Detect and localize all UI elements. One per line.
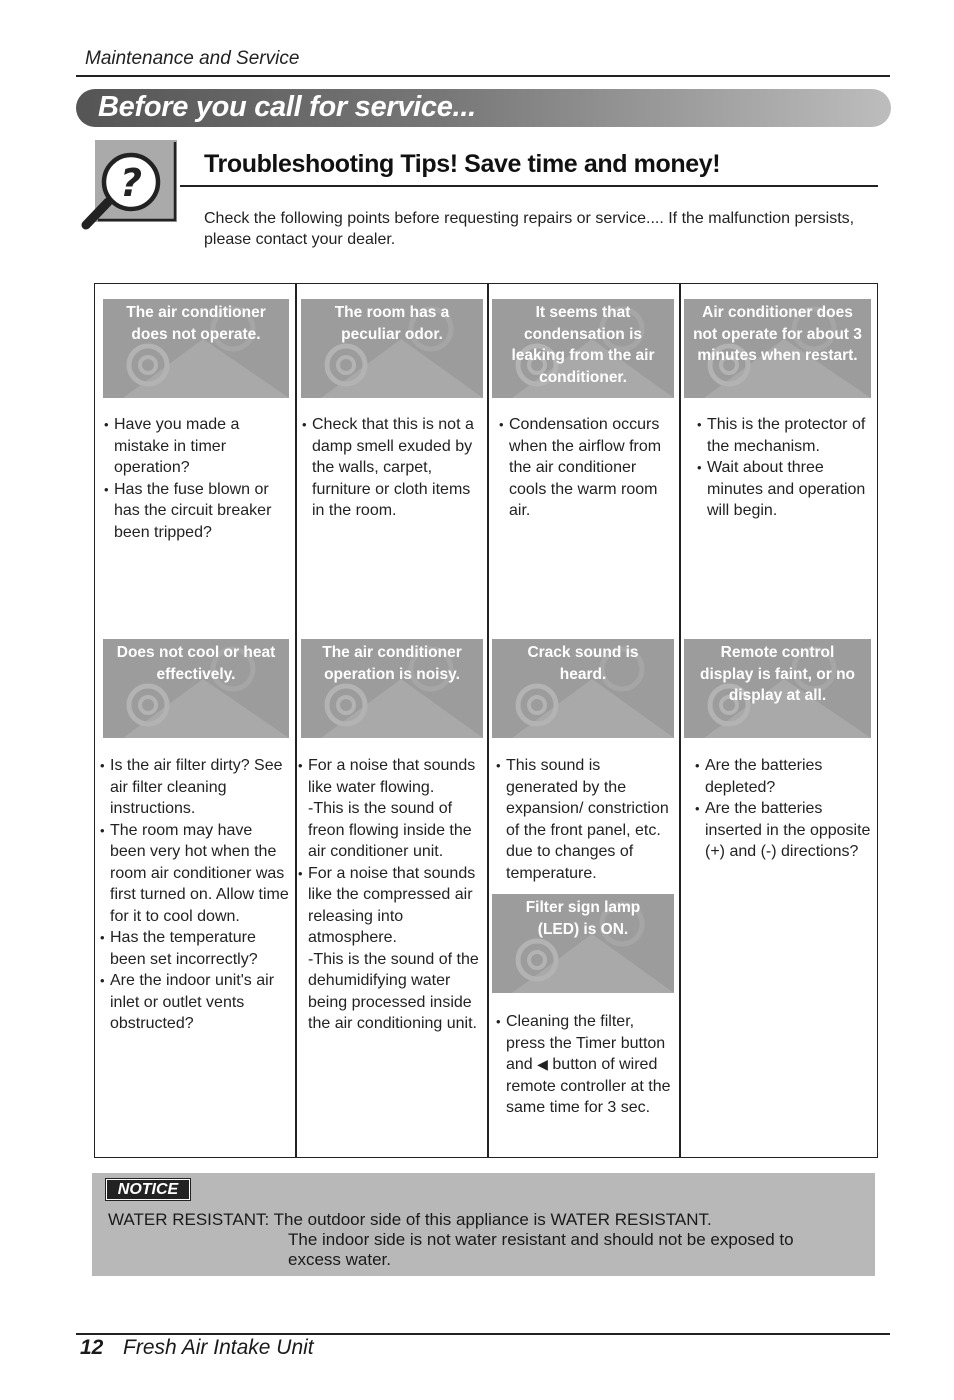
solution-text: button of wired remote controller at the same time for 3 sec. — [506, 1056, 671, 1116]
page-number: 12 — [80, 1336, 104, 1359]
problem-tile — [301, 639, 483, 738]
intro-text: Check the following points before requesting repairs or service.... If the malfunction persists, please contact your dealer. — [204, 210, 855, 248]
solution-item: • Check that this is not a damp smell exuded by the walls, carpet, furniture or cloth items in the room. — [302, 414, 484, 522]
top-rule — [76, 75, 890, 77]
problem-tile — [492, 894, 674, 993]
solution-item: • Have you made a mistake in timer operation? — [104, 414, 290, 479]
section-label: Maintenance and Service — [85, 48, 300, 69]
question-magnifier-icon — [78, 140, 182, 232]
solution-item: • Are the batteries inserted in the opposite (+) and (-) directions? — [695, 798, 873, 863]
solution-item: • For a noise that sounds like water flowing. — [298, 755, 486, 798]
solution-list — [496, 1011, 674, 1119]
notice-badge: NOTICE — [106, 1179, 190, 1200]
solution-subitem: -This is the sound of freon flowing inside the air conditioner unit. — [308, 800, 472, 860]
column-divider — [295, 283, 297, 1158]
problem-title: The air conditioner operation is noisy. — [322, 644, 462, 683]
solution-list — [100, 755, 290, 1035]
document-title: Fresh Air Intake Unit — [123, 1336, 314, 1359]
solution-item: • This is the protector of the mechanism. — [697, 414, 873, 457]
solution-list — [496, 755, 676, 884]
problem-tile — [684, 639, 871, 738]
solution-item: • Are the indoor unit's air inlet or outlet vents obstructed? — [100, 970, 290, 1035]
solution-item: • Has the temperature been set incorrectly? — [100, 927, 290, 970]
solution-item: • Are the batteries depleted? — [695, 755, 873, 798]
notice-text: WATER RESISTANT: The outdoor side of this appliance is WATER RESISTANT. — [108, 1210, 712, 1229]
solution-item: • Condensation occurs when the airflow from the air conditioner cools the warm room air. — [499, 414, 677, 522]
solution-list — [695, 755, 873, 863]
problem-tile — [684, 299, 871, 398]
column-divider — [679, 283, 681, 1158]
solution-item: • Is the air filter dirty? See air filter cleaning instructions. — [100, 755, 290, 820]
problem-tile — [103, 299, 289, 398]
solution-text: Cleaning the filter, press the Timer button and — [506, 1013, 666, 1073]
left-triangle-icon: ◀ — [537, 1056, 548, 1072]
solution-item: • Wait about three minutes and operation will begin. — [697, 457, 873, 522]
problem-title: The room has a peculiar odor. — [334, 304, 450, 343]
problem-title: It seems that condensation is leaking from the air conditioner. — [511, 304, 655, 386]
problem-title: The air conditioner does not operate. — [126, 304, 266, 343]
solution-list — [302, 414, 484, 522]
solution-list — [697, 414, 873, 522]
problem-tile — [103, 639, 289, 738]
problem-title: Does not cool or heat effectively. — [116, 644, 276, 683]
solution-item: • For a noise that sounds like the compressed air releasing into atmosphere. — [298, 863, 486, 949]
problem-title: Remote control display is faint, or no display at all. — [699, 644, 856, 704]
solution-item — [496, 1011, 674, 1119]
problem-tile — [492, 299, 674, 398]
banner-title: Before you call for service... — [98, 91, 476, 123]
problem-title: Crack sound is heard. — [527, 644, 639, 683]
solution-item: • The room may have been very hot when the room air conditioner was first turned on. Allow time for it to cool down. — [100, 820, 290, 928]
banner — [76, 89, 891, 127]
problem-title: Filter sign lamp (LED) is ON. — [525, 899, 641, 938]
bottom-rule — [76, 1333, 890, 1335]
problem-tile — [301, 299, 483, 398]
svg-text:?: ? — [119, 161, 143, 205]
solution-item: • Has the fuse blown or has the circuit breaker been tripped? — [104, 479, 290, 544]
problem-title: Air conditioner does not operate for about 3 minutes when restart. — [693, 304, 862, 364]
solution-subitem: -This is the sound of the dehumidifying water being processed inside the air conditioning unit. — [308, 950, 479, 1032]
problem-tile — [492, 639, 674, 738]
notice-text: The indoor side is not water resistant and should not be exposed to excess water. — [288, 1230, 794, 1269]
solution-list — [499, 414, 677, 522]
column-divider — [487, 283, 489, 1158]
notice-box — [92, 1173, 875, 1276]
solution-list — [298, 755, 486, 1035]
solution-item: • This sound is generated by the expansion/ constriction of the front panel, etc. due to changes of temperature. — [496, 755, 676, 884]
tips-rule — [180, 185, 878, 187]
solution-list — [104, 414, 290, 543]
tips-title: Troubleshooting Tips! Save time and money! — [204, 150, 721, 178]
